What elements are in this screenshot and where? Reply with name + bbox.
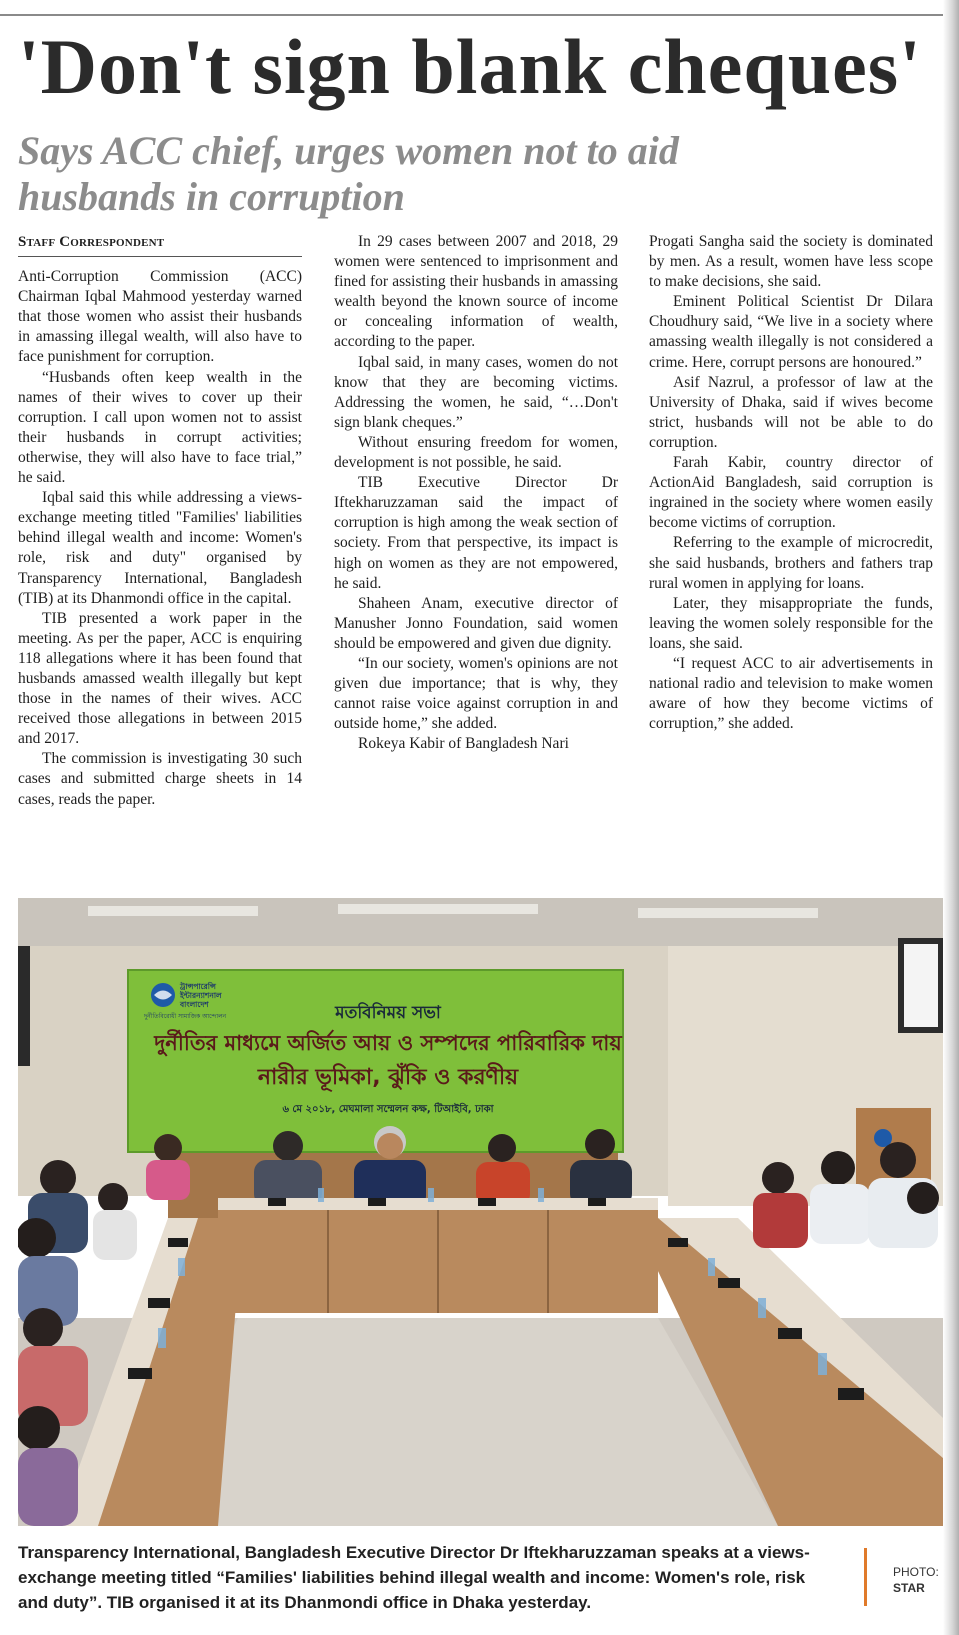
byline: Staff Correspondent [18,232,302,257]
paragraph: Anti-Corruption Commission (ACC) Chairman Iqbal Mahmood yesterday warned that those women who assist their husbands in amassing illegal wealth, will also have to face punishment for corruption. [18,268,302,366]
logo-line: ট্রান্সপারেন্সি [180,982,216,991]
page-edge-shadow [943,0,959,1635]
credit-accent-bar [864,1548,867,1606]
paragraph: “In our society, women's opinions are not given due importance; that is why, they cannot raise voice against corruption in and outside home,” she added. [334,654,618,733]
paragraph: TIB presented a work paper in the meeting. As per the paper, ACC is enquiring 118 allegations where it has been found that husbands amassed wealth illegally but kept those in the names of their wives. ACC received those allegations in between 2015 and 2017. [18,609,302,748]
photo-caption: Transparency International, Bangladesh Executive Director Dr Iftekharuzzaman speaks at a views-exchange meeting titled “Families' liabilities behind illegal wealth and income: Women's role, risk and duty”. TIB organised it at its Dhanmondi office in Dhaka yesterday. [18,1543,810,1612]
paragraph: Progati Sangha said the society is dominated by men. As a result, women have less scope to make decisions, she said. [649,233,933,291]
paragraph: Iqbal said, in many cases, women do not know that they are becoming victims. Addressing the women, he said, “…Don't sign blank cheques.” [334,353,618,431]
paragraph: “I request ACC to air advertisements in national radio and television to make women aware of how they become victims of corruption,” she added. [649,654,933,733]
paragraph: Iqbal said this while addressing a views-exchange meeting titled "Families' liabilities behind illegal wealth and income: Women's role, risk and duty" organised by Transparency International, Bangladesh (TIB) at its Dhanmondi office in the capital. [18,489,302,607]
banner-line-4: ৬ মে ২০১৮, মেঘমালা সম্মেলন কক্ষ, টিআইবি, ঢাকা [282,1104,494,1115]
paragraph: Without ensuring freedom for women, development is not possible, he said. [334,433,618,472]
logo-line: ইন্টারন্যাশনাল [180,991,222,1000]
photo-credit [893,1564,953,1596]
article-column-3 [649,232,933,734]
paragraph: Farah Kabir, country director of ActionAid Bangladesh, said corruption is ingrained in the society where women easily become victims of corruption. [649,454,933,532]
photo-credit-source: STAR [893,1581,925,1595]
paragraph: Shaheen Anam, executive director of Manusher Jonno Foundation, said women should be empowered and given due dignity. [334,594,618,652]
paragraph: Referring to the example of microcredit, she said husbands, brothers and fathers trap rural women in applying for loans. [649,534,933,592]
paragraph: “Husbands often keep wealth in the names of their wives to cover up their corruption. I call upon women not to assist their husbands in corrupt activities; otherwise, they will also have to face trial,” he said. [18,368,302,487]
paragraph: Later, they misappropriate the funds, leaving the women solely responsible for the loans, she said. [649,594,933,652]
photo-credit-label: PHOTO: [893,1565,939,1579]
banner-line-3: নারীর ভূমিকা, ঝুঁকি ও করণীয় [257,1065,519,1090]
paragraph: Rokeya Kabir of Bangladesh Nari [358,735,569,753]
article-column-2 [334,232,618,754]
headline: 'Don't sign blank cheques' [18,23,922,110]
top-rule [0,14,943,16]
paragraph: In 29 cases between 2007 and 2018, 29 women were sentenced to imprisonment and fined for assisting their husbands in amassing wealth beyond the known source of income or concealing information of wealth, according to the paper. [334,233,618,351]
article-column-1 [18,232,302,810]
paragraph: The commission is investigating 30 such cases and submitted charge sheets in 14 cases, reads the paper. [18,750,302,808]
logo-line: বাংলাদেশ [180,1000,209,1009]
news-photo [18,898,943,1526]
logo-tagline: দুর্নীতিবিরোধী সামাজিক আন্দোলন [144,1013,227,1020]
paragraph: TIB Executive Director Dr Iftekharuzzaman said the impact of corruption is high among the weak section of society. From that perspective, its impact is high on women as they are not empowered, he said. [334,474,618,592]
banner-line-2: দুর্নীতির মাধ্যমে অর্জিত আয় ও সম্পদের পারিবারিক দায় [154,1031,622,1055]
paragraph: Asif Nazrul, a professor of law at the University of Dhaka, said if wives become strict, husbands will not be able to do corruption. [649,373,933,451]
paragraph: Eminent Political Scientist Dr Dilara Choudhury said, “We live in a society where amassing wealth illegally is not considered a crime. Here, corrupt persons are honoured.” [649,293,933,371]
banner-line-1: মতবিনিময় সভা [335,1003,441,1023]
subheadline: Says ACC chief, urges women not to aid husbands in corruption [18,128,679,219]
